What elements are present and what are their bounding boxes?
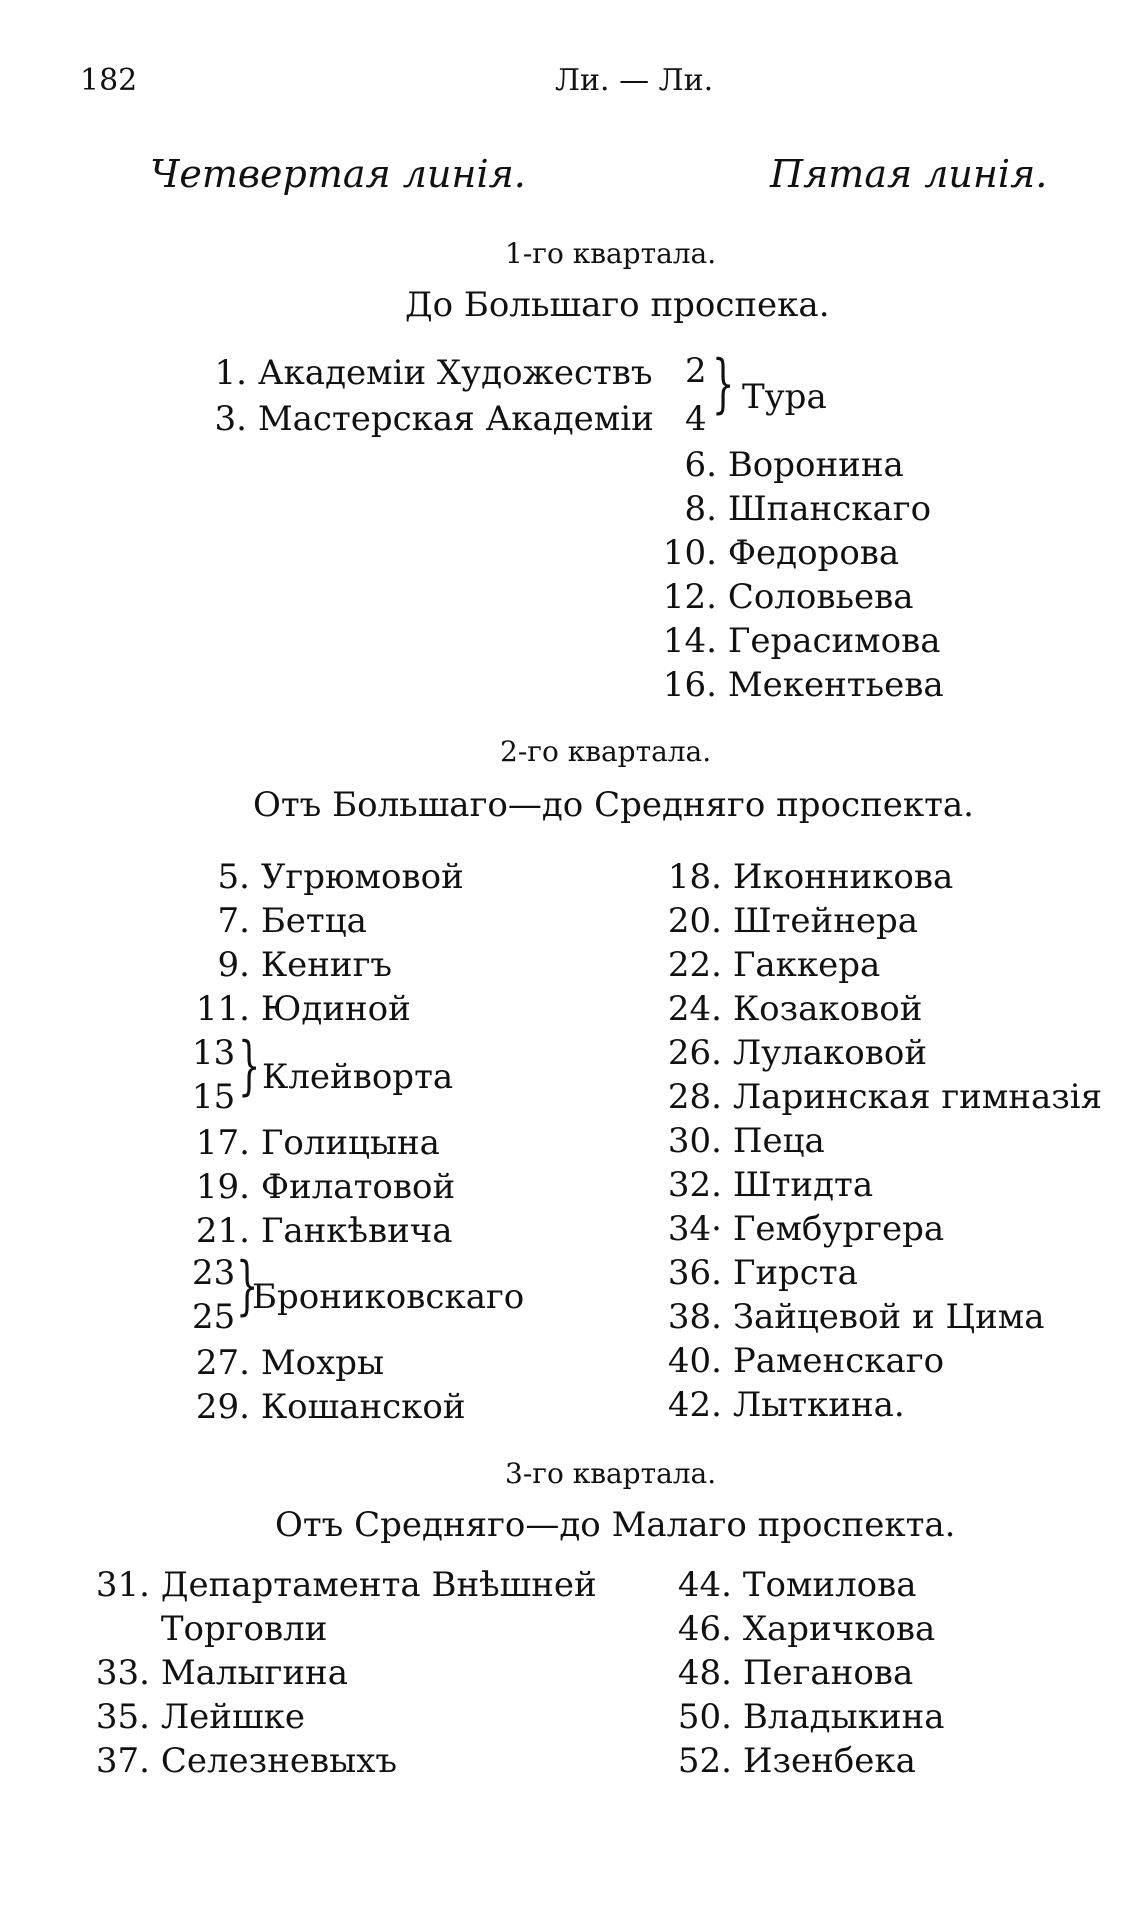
street-heading-1: До Большаго проспека. bbox=[405, 285, 830, 325]
list-item: 8. Шпанскаго bbox=[684, 489, 932, 529]
group-number: 13 bbox=[192, 1033, 236, 1073]
group-number: 15 bbox=[192, 1077, 236, 1117]
list-item: 20. Штейнера bbox=[667, 901, 919, 941]
list-item: 24. Козаковой bbox=[667, 989, 923, 1029]
list-item: 16. Мекентьева bbox=[662, 665, 944, 705]
list-item: 27. Мохры bbox=[195, 1343, 385, 1383]
list-item: 7. Бетца bbox=[217, 901, 367, 941]
page-number: 182 bbox=[80, 63, 138, 98]
list-item: 44. Томилова bbox=[677, 1565, 917, 1605]
running-title: Ли. — Ли. bbox=[555, 63, 714, 98]
list-item: 46. Харичкова bbox=[677, 1609, 936, 1649]
list-item: 14. Герасимова bbox=[662, 621, 941, 661]
list-item: 31. Департамента Внѣшней bbox=[95, 1565, 597, 1605]
brace-icon: } bbox=[238, 1029, 261, 1103]
list-item: 32. Штидта bbox=[667, 1165, 874, 1205]
list-item: 11. Юдиной bbox=[195, 989, 411, 1029]
list-item: 28. Ларинская гимназія bbox=[667, 1077, 1103, 1117]
list-item: 33. Малыгина bbox=[95, 1653, 348, 1693]
quarter-heading-2: 2-го квартала. bbox=[500, 735, 712, 768]
list-item: 6. Воронина bbox=[684, 445, 904, 485]
list-item: 29. Кошанской bbox=[195, 1387, 466, 1427]
group-name: Тура bbox=[742, 377, 827, 417]
list-item: 17. Голицына bbox=[195, 1123, 440, 1163]
brace-icon: } bbox=[236, 1249, 259, 1323]
list-item: 5. Угрюмовой bbox=[217, 857, 464, 897]
list-item: 34· Гембургера bbox=[667, 1209, 945, 1249]
list-item: 35. Лейшке bbox=[95, 1697, 305, 1737]
group-number: 4 bbox=[685, 399, 707, 439]
list-item: 38. Зайцевой и Цима bbox=[667, 1297, 1045, 1337]
list-item: 52. Изенбека bbox=[677, 1741, 916, 1781]
right-column-title: Пятая линія. bbox=[770, 152, 1048, 196]
left-column-title: Четвертая линія. bbox=[150, 152, 526, 196]
group-number: 25 bbox=[192, 1297, 236, 1337]
list-item: 48. Пеганова bbox=[677, 1653, 914, 1693]
list-item: 22. Гаккера bbox=[667, 945, 881, 985]
list-item: 1. Академіи Художествъ bbox=[214, 353, 653, 393]
list-item: 40. Раменскаго bbox=[667, 1341, 945, 1381]
quarter-heading-3: 3-го квартала. bbox=[505, 1457, 717, 1490]
list-item: 12. Соловьева bbox=[662, 577, 914, 617]
brace-icon: } bbox=[712, 347, 735, 421]
street-heading-3: Отъ Средняго—до Малаго проспекта. bbox=[275, 1505, 956, 1545]
group-name: Клейворта bbox=[262, 1057, 454, 1097]
list-item: 10. Федорова bbox=[662, 533, 900, 573]
list-item: 50. Владыкина bbox=[677, 1697, 945, 1737]
list-item: 36. Гирста bbox=[667, 1253, 858, 1293]
list-item: 19. Филатовой bbox=[195, 1167, 456, 1207]
list-item: 37. Селезневыхъ bbox=[95, 1741, 398, 1781]
list-item: 26. Лулаковой bbox=[667, 1033, 928, 1073]
list-item: 18. Иконникова bbox=[667, 857, 954, 897]
list-item: 3. Мастерская Академіи bbox=[214, 399, 654, 439]
street-heading-2: Отъ Большаго—до Средняго проспекта. bbox=[253, 785, 974, 825]
quarter-heading-1: 1-го квартала. bbox=[505, 237, 717, 270]
list-item-continuation: Торговли bbox=[160, 1609, 328, 1649]
group-name: Брониковскаго bbox=[252, 1277, 525, 1317]
list-item: 21. Ганкѣвича bbox=[195, 1211, 453, 1251]
list-item: 42. Лыткина. bbox=[667, 1385, 905, 1425]
list-item: 9. Кенигъ bbox=[217, 945, 393, 985]
group-number: 23 bbox=[192, 1253, 236, 1293]
group-number: 2 bbox=[685, 351, 707, 391]
list-item: 30. Пеца bbox=[667, 1121, 825, 1161]
